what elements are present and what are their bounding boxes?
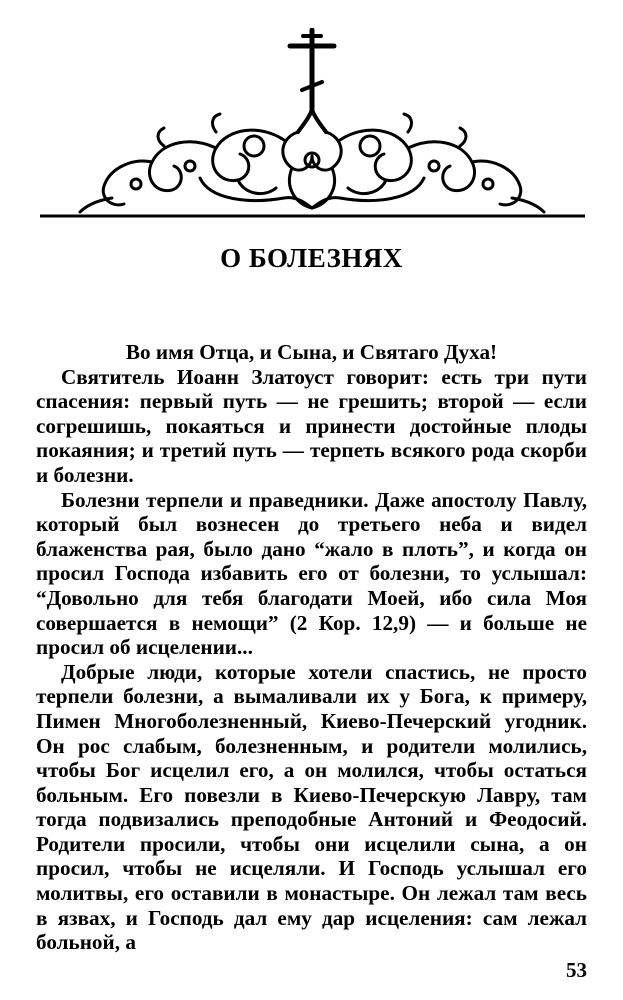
- body-text: [36, 340, 587, 955]
- cross-ornament-headpiece: [40, 28, 585, 220]
- orthodox-cross-icon: [290, 30, 334, 132]
- invocation-line: Во имя Отца, и Сына, и Святаго Духа!: [125, 340, 498, 364]
- paragraph-1: Святитель Иоанн Златоуст говорит: есть три пути спасения: первый путь — не грешить; второй — если согрешишь, покаяться и принести достойные плоды покаяния; и третий путь — терпеть всякого рода скорби и болезни.: [36, 364, 587, 487]
- page-number: 53: [566, 958, 587, 982]
- paragraph-2: Болезни терпели и праведники. Даже апостолу Павлу, который был вознесен до третьего неба и видел блаженства рая, было дано “жало в плоть”, и когда он просил Господа избавить его от болезни, то услышал: “Довольно для тебя благодати Моей, ибо сила Моя совершается в немощи” (2 Кор. 12,9) — и больше не просил об исцелении...: [36, 487, 587, 660]
- chapter-title: О БОЛЕЗНЯХ: [220, 243, 403, 273]
- paragraph-3: Добрые люди, которые хотели спастись, не просто терпели болезни, а вымаливали их у Бога, к примеру, Пимен Многоболезненный, Киево-Печерский угодник. Он рос слабым, болезненным, и родители молились, чтобы Бог исцелил его, а он молился, чтобы остаться больным. Его повезли в Киево-Печерскую Лавру, там тогда подвизались преподобные Антоний и Феодосий. Родители просили, чтобы они исцелили сына, а он просил, чтобы не исцеляли. И Господь услышал его молитвы, его оставили в монастыре. Он лежал там весь в язвах, и Господь дал ему дар исцеления: сам лежал больной, а: [36, 659, 587, 955]
